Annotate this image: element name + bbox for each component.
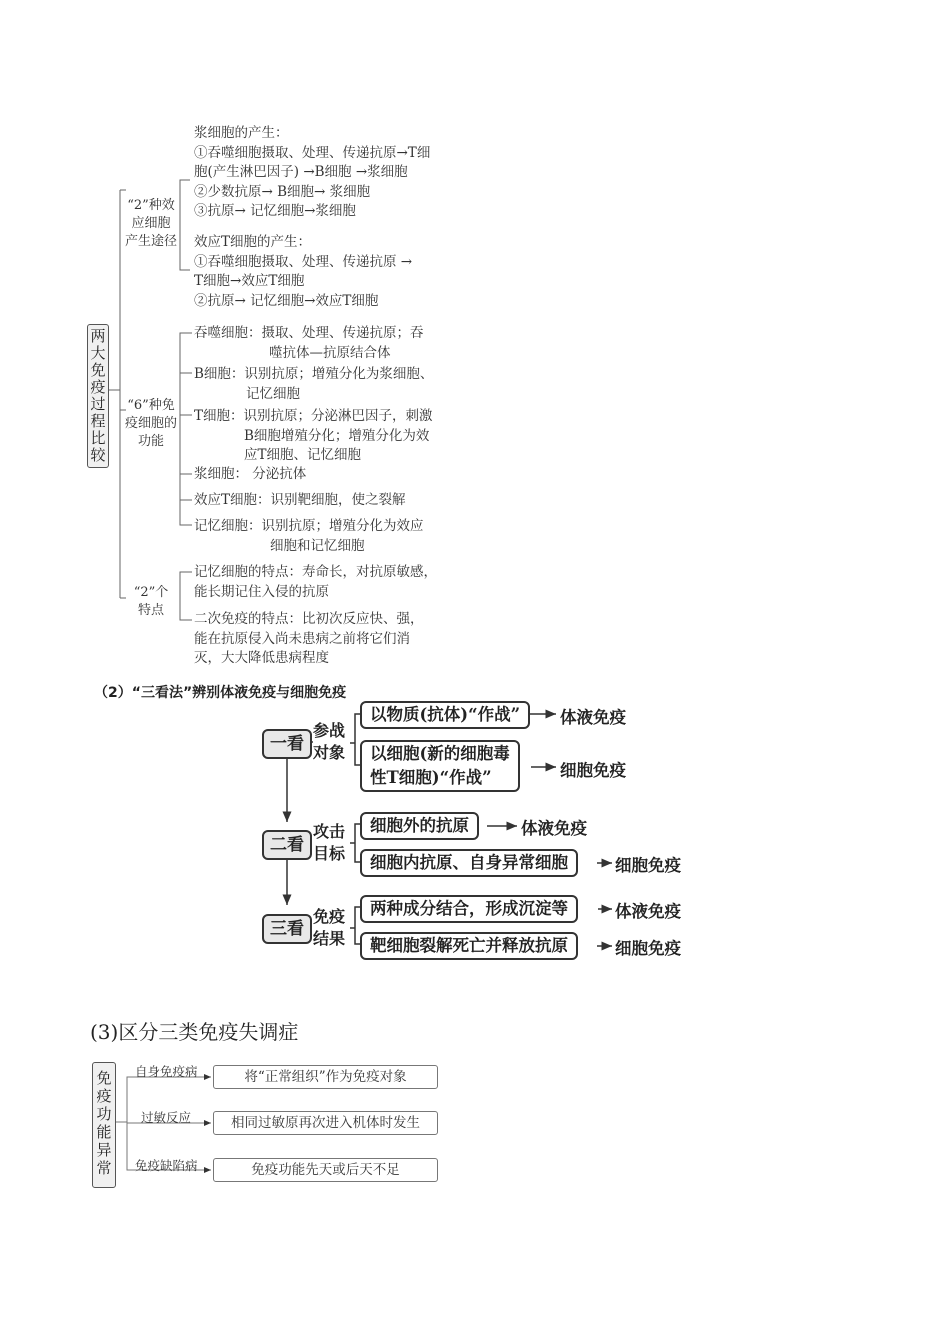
allergy-label: 过敏反应 [141, 1110, 192, 1125]
phagocyte-item: 吞噬细胞：摄取、处理、传递抗原；吞 噬抗体—抗原结合体 [194, 325, 424, 361]
memory-cell-feature: 记忆细胞的特点：寿命长，对抗原敏感， 能长期记住入侵的抗原 [194, 564, 437, 600]
secondary-immunity-feature: 二次免疫的特点：比初次反应快、强， 能在抗原侵入尚未患病之前将它们消 灭，大大降低患病程度 [194, 611, 424, 666]
plasma-cell-item: 浆细胞： 分泌抗体 [194, 466, 307, 482]
look-one-box-b: 以细胞(新的细胞毒 性T细胞)“作战” [360, 740, 520, 792]
look-one-result-a: 体液免疫 [560, 708, 626, 727]
section1-root-box: 两大免疫过程比较 [87, 324, 109, 468]
look-one-label: 参战 对象 [313, 721, 346, 762]
effector-t-cell-production: 效应T细胞的产生： ①吞噬细胞摄取、处理、传递抗原 → T细胞→效应T细胞 ②抗原→ 记忆细胞→效应T细胞 [194, 234, 413, 309]
group1-label: “2”种效 应细胞 产生途径 [124, 198, 177, 249]
autoimmune-desc: 将“正常组织”作为免疫对象 [213, 1065, 438, 1089]
look-three-box: 三看 [262, 914, 312, 944]
section3-heading: (3)区分三类免疫失调症 [90, 1020, 299, 1044]
memory-cell-item: 记忆细胞：识别抗原；增殖分化为效应 细胞和记忆细胞 [194, 518, 424, 554]
section2-heading: （2）“三看法”辨别体液免疫与细胞免疫 [94, 685, 347, 701]
allergy-desc: 相同过敏原再次进入机体时发生 [213, 1111, 438, 1135]
look-three-result-b: 细胞免疫 [615, 939, 681, 958]
effector-t-cell-item: 效应T细胞：识别靶细胞，使之裂解 [194, 492, 406, 508]
look-three-label: 免疫 结果 [313, 907, 346, 948]
b-cell-item: B细胞：识别抗原；增殖分化为浆细胞、 记忆细胞 [194, 366, 434, 402]
look-one-box-a: 以物质(抗体)“作战” [360, 701, 530, 729]
autoimmune-label: 自身免疫病 [135, 1064, 198, 1079]
immunodeficiency-desc: 免疫功能先天或后天不足 [213, 1158, 438, 1182]
look-one-result-b: 细胞免疫 [560, 761, 626, 780]
group3-label: “2”个 特点 [133, 585, 169, 618]
look-three-result-a: 体液免疫 [615, 902, 681, 921]
section3-root-box: 免疫功能异常 [92, 1062, 116, 1188]
look-two-box: 二看 [262, 830, 312, 860]
look-two-result-a: 体液免疫 [521, 819, 587, 838]
t-cell-item: T细胞：识别抗原；分泌淋巴因子，刺激 B细胞增殖分化；增殖分化为效 应T细胞、记忆细胞 [194, 408, 433, 463]
group2-label: “6”种免 疫细胞的 功能 [124, 398, 177, 449]
look-three-box-b: 靶细胞裂解死亡并释放抗原 [360, 932, 578, 960]
look-two-label: 攻击 目标 [313, 822, 346, 863]
look-one-box: 一看 [262, 729, 312, 759]
look-three-box-a: 两种成分结合，形成沉淀等 [360, 895, 578, 923]
plasma-cell-production: 浆细胞的产生： ①吞噬细胞摄取、处理、传递抗原→T细 胞(产生淋巴因子) →B细胞 →浆细胞 ②少数抗原→ B细胞→ 浆细胞 ③抗原→ 记忆细胞→浆细胞 [194, 125, 431, 219]
look-two-box-b: 细胞内抗原、自身异常细胞 [360, 849, 578, 877]
look-two-box-a: 细胞外的抗原 [360, 812, 479, 840]
immunodeficiency-label: 免疫缺陷病 [135, 1158, 198, 1173]
look-two-result-b: 细胞免疫 [615, 856, 681, 875]
